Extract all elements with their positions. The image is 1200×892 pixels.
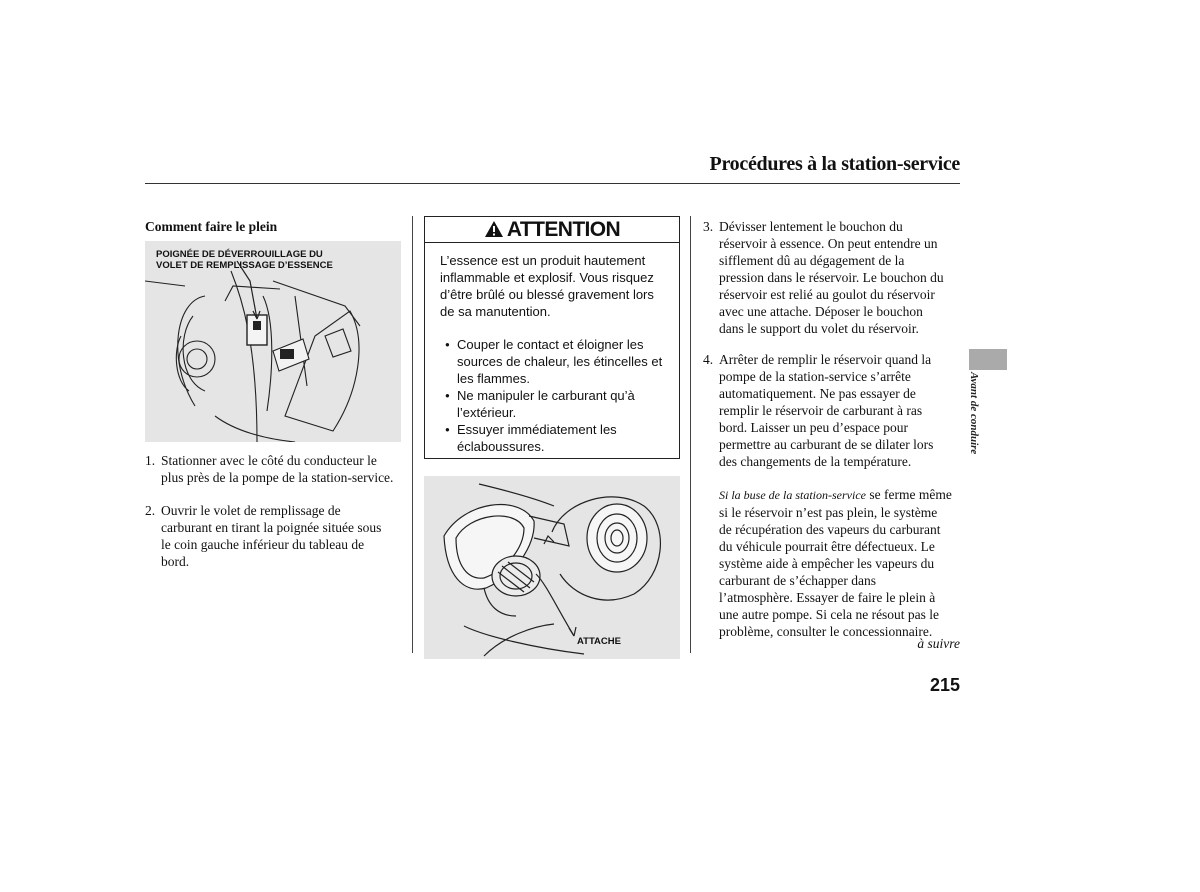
step-line: Stationner avec le côté du conducteur le — [161, 453, 377, 468]
figure-label-line-1: POIGNÉE DE DÉVERROUILLAGE DU — [156, 249, 323, 260]
warning-triangle-icon — [484, 220, 504, 238]
section-heading: Comment faire le plein — [145, 219, 278, 234]
warning-intro — [440, 252, 670, 320]
nozzle-note — [719, 486, 964, 640]
warning-list-item — [440, 387, 670, 421]
step-line: pression dans le réservoir. Le bouchon du — [719, 270, 944, 285]
step-line: réservoir est relié au goulot du réservoir — [719, 287, 935, 302]
step-line: permettre au carburant de se dilater lors — [719, 437, 934, 452]
bullet-icon: ● — [445, 425, 450, 434]
step-line: le coin gauche inférieur du tableau de — [161, 537, 365, 552]
step-line: pompe de la station-service s’arrête — [719, 369, 911, 384]
warning-line: l’extérieur. — [457, 405, 517, 420]
step-line: bord. Laisser un peu d’espace pour — [719, 420, 908, 435]
section-tab — [969, 349, 1007, 370]
header-rule — [145, 183, 960, 184]
bullet-icon: ● — [445, 391, 450, 400]
warning-line: les flammes. — [457, 371, 530, 386]
step-text — [719, 218, 944, 337]
step-line: remplir le réservoir de carburant à ras — [719, 403, 923, 418]
note-line: problème, consulter le concessionnaire. — [719, 624, 933, 639]
warning-header — [425, 217, 679, 243]
note-line — [719, 486, 964, 504]
step-line: des changements de la température. — [719, 454, 912, 469]
step-line: réservoir à essence. On peut entendre un — [719, 236, 938, 251]
fuel-cap-drawing — [424, 476, 680, 659]
column-divider-left — [412, 216, 413, 653]
warning-line: Essuyer immédiatement les — [457, 422, 617, 437]
bullet-icon: ● — [445, 340, 450, 349]
page-number: 215 — [929, 675, 960, 695]
warning-line: éclaboussures. — [457, 439, 545, 454]
step-number: 1. — [145, 453, 156, 468]
step-line: Dévisser lentement le bouchon du — [719, 219, 903, 234]
step-line: carburant en tirant la poignée située sous — [161, 520, 382, 535]
step-3 — [703, 218, 963, 338]
note-line: si le réservoir n’est pas plein, le système — [719, 505, 938, 520]
fuel-cap-tether-illustration — [424, 476, 680, 659]
warning-line: sources de chaleur, les étincelles et — [457, 354, 663, 369]
step-line: Ouvrir le volet de remplissage de — [161, 503, 341, 518]
note-line: une autre pompe. Si cela ne résout pas le — [719, 607, 940, 622]
step-line: avec une attache. Déposer le bouchon — [719, 304, 923, 319]
warning-title: ATTENTION — [506, 218, 621, 241]
step-line: sifflement dû au dégagement de la — [719, 253, 905, 268]
page-title: Procédures à la station-service — [709, 153, 960, 175]
note-first-rest: se ferme même — [865, 487, 952, 502]
warning-line: Ne manipuler le carburant qu’à — [457, 388, 635, 403]
warning-list-item — [440, 421, 670, 455]
note-line: l’atmosphère. Essayer de faire le plein à — [719, 590, 936, 605]
figure-label-line-2: VOLET DE REMPLISSAGE D’ESSENCE — [156, 260, 333, 271]
step-text — [161, 502, 381, 570]
step-line: plus près de la pompe de la station-service. — [161, 470, 394, 485]
step-line: bord. — [161, 554, 190, 569]
warning-body — [440, 252, 670, 455]
step-line: Arrêter de remplir le réservoir quand la — [719, 352, 932, 367]
step-number: 3. — [703, 219, 714, 234]
step-4 — [703, 351, 963, 471]
warning-list-item — [440, 336, 670, 387]
note-line: du véhicule pourrait être défectueux. Le — [719, 539, 935, 554]
step-text — [161, 452, 393, 486]
step-text — [719, 351, 933, 470]
step-number: 2. — [145, 503, 156, 518]
section-tab-label: Avant de conduire — [968, 372, 980, 455]
dashboard-drawing — [145, 241, 401, 442]
note-line: système aide à empêcher les vapeurs du — [719, 556, 935, 571]
step-1 — [145, 452, 405, 488]
step-number: 4. — [703, 352, 714, 367]
step-2 — [145, 502, 405, 572]
continued-marker: à suivre — [917, 636, 960, 651]
warning-line: Couper le contact et éloigner les — [457, 337, 644, 352]
fuel-door-release-illustration — [145, 241, 401, 442]
note-line: de récupération des vapeurs du carburant — [719, 522, 941, 537]
column-divider-right — [690, 216, 691, 653]
warning-line: d’être brûlé ou blessé gravement lors — [440, 287, 654, 302]
warning-list — [440, 336, 670, 455]
step-line: dans le support du volet du réservoir. — [719, 321, 919, 336]
note-line: carburant de s’échapper dans — [719, 573, 877, 588]
warning-line: de sa manutention. — [440, 304, 551, 319]
warning-line: inflammable et explosif. Vous risquez — [440, 270, 654, 285]
note-italic-lead: Si la buse de la station-service — [719, 488, 866, 502]
warning-line: L’essence est un produit hautement — [440, 253, 646, 268]
warning-box — [424, 216, 680, 459]
tether-label: ATTACHE — [577, 636, 621, 647]
step-line: automatiquement. Ne pas essayer de — [719, 386, 916, 401]
